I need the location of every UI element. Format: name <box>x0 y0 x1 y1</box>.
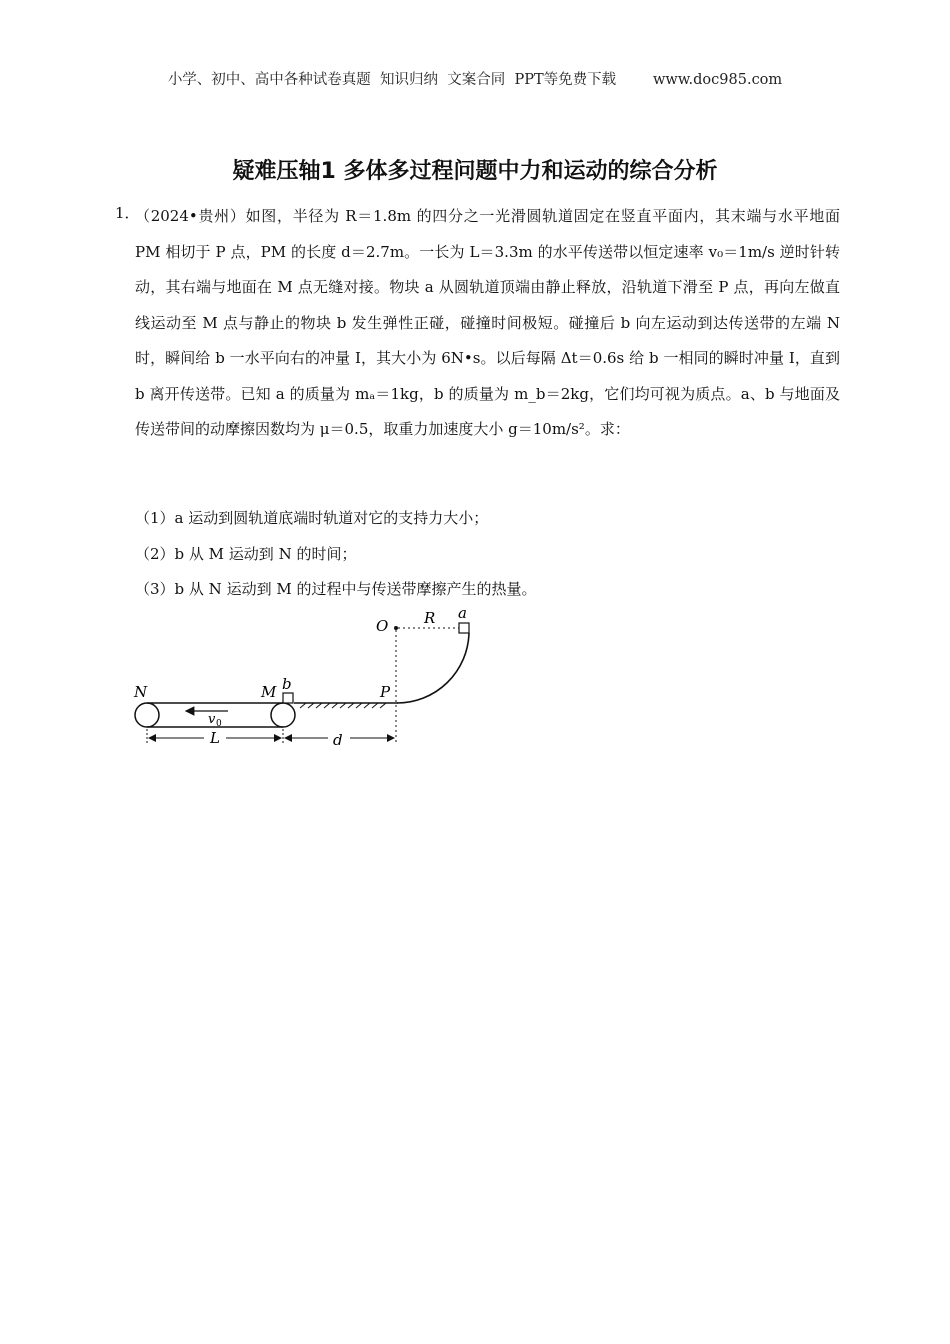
block-a <box>459 623 469 633</box>
question-number: 1． <box>115 204 140 222</box>
center-point-o <box>394 626 398 630</box>
label-d: d <box>333 731 343 749</box>
label-r: R <box>424 609 436 627</box>
block-b <box>283 693 293 703</box>
label-p: P <box>380 683 391 701</box>
label-v: v <box>208 712 216 727</box>
page-title: 疑难压轴1 多体多过程问题中力和运动的综合分析 <box>232 159 718 184</box>
left-roller <box>135 703 159 727</box>
label-o: O <box>376 617 389 635</box>
question-stem-text: （2024•贵州）如图，半径为 R＝1.8m 的四分之一光滑圆轨道固定在竖直平面内，其末端与水平地面 PM 相切于 P 点，PM 的长度 d＝2.7m。一长为 L＝3.3m 的水平传送带以恒定速率 v₀＝1m/s 逆时针转动，其右端与地面在 M 点无缝对接。物块 a 从圆轨道顶端由静止释放，沿轨道下滑至 P 点，再向左做直线运动至 M 点与静止的物块 b 发生弹性正碰，碰撞时间极短。碰撞后 b 向左运动到达传送带的左端 N 时，瞬间给 b 一水平向右的冲量 I，其大小为 6N•s。以后每隔 Δt＝0.6s 给 b 一相同的瞬时冲量 I，直到 b 离开传送带。已知 a 的质量为 mₐ＝1kg，b 的质量为 m_b＝2kg，它们均可视为质点。a、b 与地面及传送带间的动摩擦因数均为 μ＝0.5，取重力加速度大小 g＝10m/s²。求： <box>135 207 840 438</box>
question-stem <box>135 199 840 448</box>
circular-track <box>397 633 469 703</box>
question-part-2: （2）b 从 M 运动到 N 的时间； <box>135 545 357 563</box>
label-v-subscript: 0 <box>216 719 222 729</box>
page-header: 小学、初中、高中各种试卷真题 知识归纳 文案合同 PPT等免费下载 www.doc985.com <box>167 72 783 88</box>
physics-diagram <box>128 605 488 755</box>
right-roller <box>271 703 295 727</box>
label-n: N <box>134 683 148 701</box>
label-m: M <box>261 683 277 701</box>
question-part-1: （1）a 运动到圆轨道底端时轨道对它的支持力大小； <box>135 509 489 527</box>
label-l: L <box>210 729 220 747</box>
question-part-3: （3）b 从 N 运动到 M 的过程中与传送带摩擦产生的热量。 <box>135 580 537 598</box>
label-b: b <box>282 675 292 693</box>
label-a: a <box>458 605 467 622</box>
